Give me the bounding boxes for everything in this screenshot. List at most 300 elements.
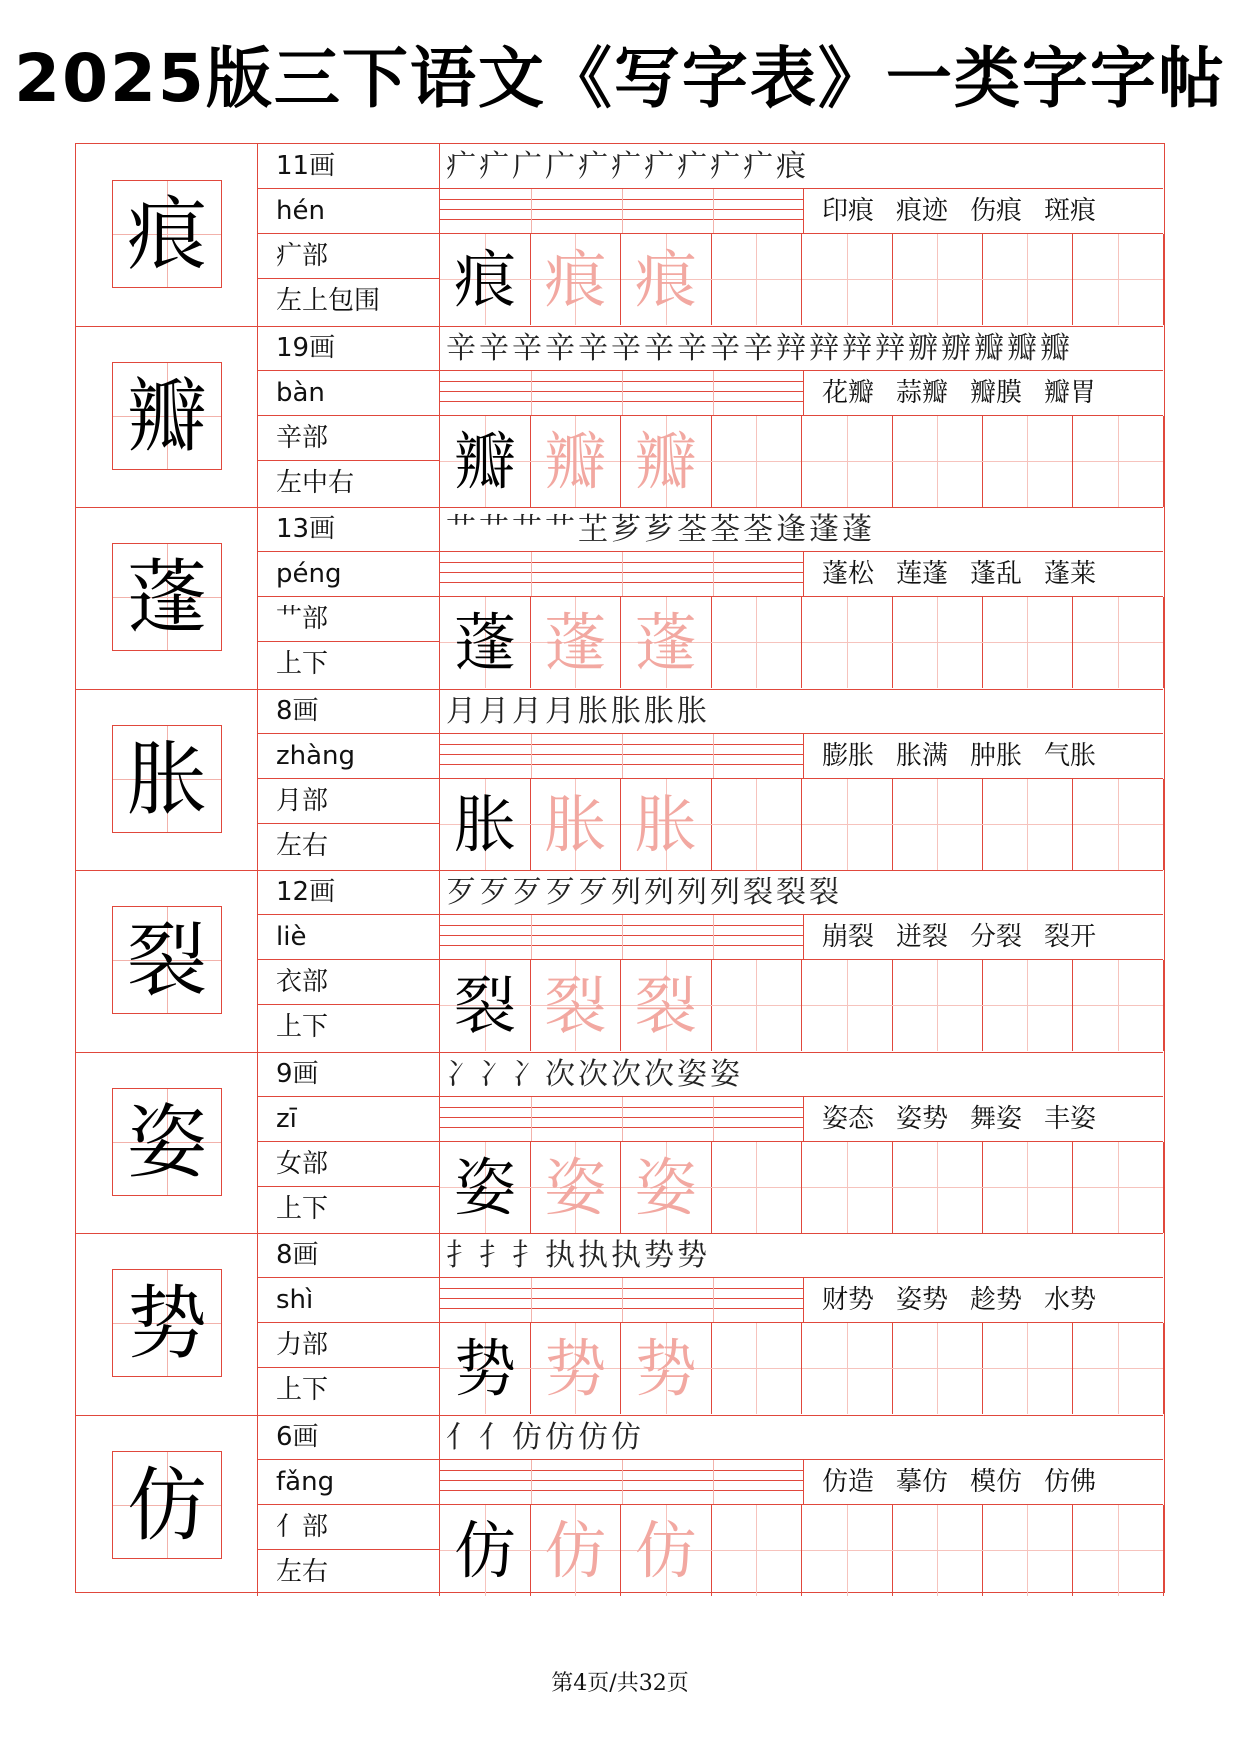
char-info-column bbox=[258, 507, 440, 689]
model-char: 仿 bbox=[453, 1513, 516, 1587]
page-title: 2025版三下语文《写字表》一类字字帖 bbox=[14, 40, 1226, 117]
model-char: 瓣 bbox=[453, 424, 516, 498]
line-divider bbox=[531, 189, 532, 233]
big-char-column bbox=[76, 507, 258, 689]
writing-cell[interactable] bbox=[711, 779, 802, 870]
writing-cell[interactable] bbox=[530, 1142, 621, 1233]
word: 姿势 bbox=[896, 1285, 949, 1315]
word: 伤痕 bbox=[970, 196, 1023, 226]
stroke-step: 胀 bbox=[578, 693, 611, 729]
pinyin: fǎng bbox=[258, 1460, 439, 1505]
pinyin: zhàng bbox=[258, 734, 439, 779]
radical: 力部 bbox=[258, 1323, 439, 1368]
word: 分裂 bbox=[970, 922, 1023, 952]
word: 摹仿 bbox=[896, 1466, 949, 1497]
writing-cell[interactable] bbox=[982, 416, 1073, 507]
word-list bbox=[804, 1097, 1163, 1141]
line-divider bbox=[713, 189, 714, 233]
pinyin-words-row bbox=[440, 1278, 1163, 1323]
word: 胀满 bbox=[896, 740, 949, 771]
writing-cell[interactable] bbox=[621, 779, 712, 870]
stroke-step: 仿 bbox=[512, 1419, 545, 1455]
stroke-step: 扌 bbox=[479, 1238, 512, 1273]
writing-cell[interactable] bbox=[892, 1505, 983, 1596]
word: 丰姿 bbox=[1044, 1103, 1097, 1134]
writing-grid-row bbox=[440, 1142, 1163, 1233]
writing-cell[interactable] bbox=[621, 1142, 712, 1233]
trace-char: 胀 bbox=[634, 787, 697, 861]
char-info-column bbox=[258, 1415, 440, 1597]
stroke-step: 歹 bbox=[578, 875, 611, 910]
stroke-step: 列 bbox=[611, 875, 644, 910]
trace-char: 瓣 bbox=[544, 424, 607, 498]
writing-cell[interactable] bbox=[892, 779, 983, 870]
writing-cell[interactable] bbox=[982, 960, 1073, 1051]
stroke-step: 扌 bbox=[512, 1238, 545, 1273]
model-char: 裂 bbox=[453, 969, 516, 1042]
stroke-step: 芗 bbox=[611, 512, 644, 547]
structure: 上下 bbox=[276, 1012, 329, 1042]
line-divider bbox=[622, 552, 623, 596]
stroke-step: 扌 bbox=[446, 1238, 479, 1273]
stroke-order-row bbox=[440, 1415, 1163, 1460]
writing-cell[interactable] bbox=[802, 1505, 893, 1596]
stroke-step: 辡 bbox=[809, 330, 842, 366]
stroke-step: 广 bbox=[545, 149, 578, 184]
stroke-step: 辛 bbox=[710, 330, 743, 366]
structure: 左上包围 bbox=[276, 286, 381, 316]
stroke-step: 瓣 bbox=[1040, 330, 1073, 366]
word: 裂开 bbox=[1044, 922, 1097, 952]
trace-char: 势 bbox=[634, 1332, 697, 1405]
stroke-count: 13画 bbox=[258, 507, 439, 552]
writing-cell[interactable] bbox=[802, 779, 893, 870]
writing-cell[interactable] bbox=[892, 1323, 983, 1414]
line-divider bbox=[531, 915, 532, 959]
practice-column bbox=[440, 870, 1163, 1052]
word: 姿势 bbox=[896, 1103, 949, 1134]
big-char-box bbox=[112, 362, 222, 470]
writing-cell[interactable] bbox=[802, 1323, 893, 1414]
writing-cell[interactable] bbox=[621, 1505, 712, 1596]
line-divider bbox=[713, 734, 714, 778]
stroke-count: 8画 bbox=[258, 1233, 439, 1278]
line-divider bbox=[622, 734, 623, 778]
trace-char: 痕 bbox=[634, 243, 697, 316]
radical: 辛部 bbox=[258, 416, 439, 461]
stroke-step: 疒 bbox=[644, 149, 677, 184]
line-divider bbox=[622, 189, 623, 233]
structure: 上下 bbox=[276, 649, 329, 679]
word: 斑痕 bbox=[1044, 196, 1097, 226]
word: 印痕 bbox=[822, 196, 875, 226]
stroke-order-row bbox=[440, 507, 1163, 552]
stroke-step: 歹 bbox=[512, 875, 545, 910]
line-divider bbox=[531, 734, 532, 778]
stroke-step: 辛 bbox=[512, 330, 545, 366]
trace-char: 胀 bbox=[544, 787, 607, 861]
stroke-step: 执 bbox=[611, 1238, 644, 1273]
stroke-step: 疒 bbox=[710, 149, 743, 184]
stroke-step: 艹 bbox=[446, 512, 479, 547]
writing-cell[interactable] bbox=[711, 234, 802, 325]
model-char: 痕 bbox=[453, 243, 516, 316]
writing-cell[interactable] bbox=[892, 416, 983, 507]
writing-cell[interactable] bbox=[530, 234, 621, 325]
big-char: 仿 bbox=[127, 1458, 207, 1552]
stroke-step: 裂 bbox=[809, 875, 842, 910]
writing-cell[interactable] bbox=[711, 960, 802, 1051]
trace-char: 势 bbox=[544, 1332, 607, 1405]
word: 崩裂 bbox=[822, 922, 875, 952]
model-char: 蓬 bbox=[453, 606, 516, 679]
stroke-step: 亻 bbox=[446, 1419, 479, 1455]
practice-column bbox=[440, 1052, 1163, 1234]
word: 财势 bbox=[822, 1285, 875, 1315]
writing-cell[interactable] bbox=[802, 597, 893, 688]
writing-cell[interactable] bbox=[530, 1323, 621, 1414]
big-char: 姿 bbox=[127, 1095, 207, 1189]
big-char-box bbox=[112, 180, 222, 288]
line-divider bbox=[622, 371, 623, 415]
writing-cell[interactable] bbox=[802, 960, 893, 1051]
stroke-step: 次 bbox=[611, 1056, 644, 1092]
pinyin-words-row bbox=[440, 915, 1163, 960]
writing-cell[interactable] bbox=[892, 234, 983, 325]
word: 肿胀 bbox=[970, 740, 1023, 771]
writing-cell[interactable] bbox=[530, 960, 621, 1051]
stroke-step: 歹 bbox=[446, 875, 479, 910]
writing-cell[interactable] bbox=[892, 1142, 983, 1233]
pinyin-writing-lines bbox=[440, 1278, 804, 1322]
stroke-step: 艹 bbox=[512, 512, 545, 547]
writing-cell[interactable] bbox=[1073, 1142, 1164, 1233]
word-list bbox=[804, 915, 1163, 959]
model-char: 姿 bbox=[453, 1150, 516, 1224]
pinyin-words-row bbox=[440, 371, 1163, 416]
stroke-step: 冫 bbox=[479, 1056, 512, 1092]
writing-cell[interactable] bbox=[802, 416, 893, 507]
stroke-step: 蓬 bbox=[842, 512, 875, 547]
char-info-column bbox=[258, 1233, 440, 1415]
writing-cell[interactable] bbox=[1073, 416, 1164, 507]
stroke-step: 月 bbox=[479, 693, 512, 729]
character-block bbox=[76, 144, 1163, 326]
stroke-order-row bbox=[440, 689, 1163, 734]
pinyin-writing-lines bbox=[440, 734, 804, 778]
big-char-column bbox=[76, 1233, 258, 1415]
stroke-count: 11画 bbox=[258, 144, 439, 189]
word: 蒜瓣 bbox=[896, 377, 949, 408]
word-list bbox=[804, 1278, 1163, 1322]
big-char-column bbox=[76, 144, 258, 326]
stroke-step: 月 bbox=[512, 693, 545, 729]
word: 蓬莱 bbox=[1044, 559, 1097, 589]
char-info-column bbox=[258, 144, 440, 326]
stroke-step: 列 bbox=[644, 875, 677, 910]
line-divider bbox=[531, 1278, 532, 1322]
stroke-step: 列 bbox=[677, 875, 710, 910]
line-divider bbox=[622, 915, 623, 959]
stroke-step: 疒 bbox=[611, 149, 644, 184]
big-char-box bbox=[112, 725, 222, 833]
stroke-step: 艹 bbox=[545, 512, 578, 547]
stroke-count: 6画 bbox=[258, 1415, 439, 1460]
writing-cell[interactable] bbox=[1073, 597, 1164, 688]
writing-cell[interactable] bbox=[1073, 960, 1164, 1051]
writing-cell[interactable] bbox=[982, 234, 1073, 325]
char-info-column bbox=[258, 870, 440, 1052]
pinyin-writing-lines bbox=[440, 915, 804, 959]
character-block bbox=[76, 1415, 1163, 1597]
page-footer: 第4页/共32页 bbox=[551, 1671, 689, 1696]
word: 痕迹 bbox=[896, 196, 949, 226]
stroke-step: 疒 bbox=[479, 149, 512, 184]
stroke-step: 辛 bbox=[578, 330, 611, 366]
line-divider bbox=[713, 1097, 714, 1141]
practice-sheet bbox=[75, 143, 1165, 1593]
stroke-step: 次 bbox=[578, 1056, 611, 1092]
stroke-step: 辡 bbox=[875, 330, 908, 366]
big-char: 势 bbox=[127, 1277, 207, 1370]
structure: 左右 bbox=[276, 1556, 329, 1587]
stroke-step: 瓣 bbox=[974, 330, 1007, 366]
stroke-step: 裂 bbox=[743, 875, 776, 910]
big-char: 蓬 bbox=[127, 551, 207, 644]
stroke-step: 次 bbox=[644, 1056, 677, 1092]
pinyin: bàn bbox=[258, 371, 439, 416]
structure: 上下 bbox=[276, 1375, 329, 1405]
line-divider bbox=[713, 371, 714, 415]
stroke-step: 仿 bbox=[611, 1419, 644, 1455]
character-block bbox=[76, 1052, 1163, 1234]
line-divider bbox=[622, 1278, 623, 1322]
stroke-step: 姿 bbox=[677, 1056, 710, 1092]
stroke-step: 冫 bbox=[446, 1056, 479, 1092]
writing-cell[interactable] bbox=[530, 416, 621, 507]
char-info-column bbox=[258, 689, 440, 871]
stroke-step: 瓣 bbox=[1007, 330, 1040, 366]
line-divider bbox=[531, 371, 532, 415]
writing-cell[interactable] bbox=[892, 960, 983, 1051]
word: 水势 bbox=[1044, 1285, 1097, 1315]
word: 迸裂 bbox=[896, 922, 949, 952]
writing-cell[interactable] bbox=[802, 234, 893, 325]
trace-char: 蓬 bbox=[634, 606, 697, 679]
word: 趁势 bbox=[970, 1285, 1023, 1315]
stroke-step: 胀 bbox=[611, 693, 644, 729]
stroke-order-row bbox=[440, 870, 1163, 915]
pinyin: liè bbox=[258, 915, 439, 960]
writing-cell[interactable] bbox=[621, 234, 712, 325]
writing-cell[interactable] bbox=[440, 416, 531, 507]
stroke-step: 仿 bbox=[545, 1419, 578, 1455]
writing-cell[interactable] bbox=[440, 960, 531, 1051]
writing-cell[interactable] bbox=[711, 1142, 802, 1233]
writing-cell[interactable] bbox=[982, 597, 1073, 688]
stroke-step: 裂 bbox=[776, 875, 809, 910]
big-char-column bbox=[76, 870, 258, 1052]
trace-char: 姿 bbox=[634, 1150, 697, 1224]
stroke-step: 痕 bbox=[776, 149, 809, 184]
stroke-step: 辛 bbox=[545, 330, 578, 366]
stroke-step: 姿 bbox=[710, 1056, 743, 1092]
radical: 艹部 bbox=[258, 597, 439, 642]
stroke-step: 胀 bbox=[677, 693, 710, 729]
line-divider bbox=[713, 552, 714, 596]
stroke-step: 疒 bbox=[677, 149, 710, 184]
stroke-step: 荃 bbox=[710, 512, 743, 547]
writing-grid-row bbox=[440, 416, 1163, 507]
stroke-count: 9画 bbox=[258, 1052, 439, 1097]
trace-char: 瓣 bbox=[634, 424, 697, 498]
model-char: 势 bbox=[453, 1332, 516, 1405]
big-char: 胀 bbox=[127, 732, 207, 826]
pinyin-words-row bbox=[440, 734, 1163, 779]
character-block bbox=[76, 1233, 1163, 1415]
word: 瓣胃 bbox=[1044, 377, 1097, 408]
writing-cell[interactable] bbox=[1073, 1323, 1164, 1414]
stroke-step: 疒 bbox=[743, 149, 776, 184]
stroke-order-row bbox=[440, 144, 1163, 189]
writing-cell[interactable] bbox=[892, 597, 983, 688]
line-divider bbox=[531, 552, 532, 596]
radical: 月部 bbox=[258, 779, 439, 824]
stroke-step: 辛 bbox=[611, 330, 644, 366]
word-list bbox=[804, 1460, 1163, 1504]
big-char-box bbox=[112, 543, 222, 651]
stroke-step: 执 bbox=[578, 1238, 611, 1273]
word: 仿造 bbox=[822, 1466, 875, 1497]
character-block bbox=[76, 689, 1163, 871]
stroke-order-row bbox=[440, 326, 1163, 371]
writing-grid-row bbox=[440, 779, 1163, 870]
writing-cell[interactable] bbox=[440, 1323, 531, 1414]
writing-cell[interactable] bbox=[1073, 234, 1164, 325]
word-list bbox=[804, 189, 1163, 233]
writing-cell[interactable] bbox=[440, 1142, 531, 1233]
stroke-step: 辛 bbox=[644, 330, 677, 366]
writing-cell[interactable] bbox=[530, 779, 621, 870]
stroke-count: 12画 bbox=[258, 870, 439, 915]
stroke-step: 辧 bbox=[908, 330, 941, 366]
big-char-column bbox=[76, 689, 258, 871]
writing-cell[interactable] bbox=[982, 1323, 1073, 1414]
stroke-step: 月 bbox=[545, 693, 578, 729]
writing-cell[interactable] bbox=[1073, 1505, 1164, 1596]
stroke-step: 胀 bbox=[644, 693, 677, 729]
writing-cell[interactable] bbox=[711, 1323, 802, 1414]
stroke-step: 辛 bbox=[743, 330, 776, 366]
pinyin-words-row bbox=[440, 189, 1163, 234]
writing-cell[interactable] bbox=[982, 779, 1073, 870]
character-block bbox=[76, 870, 1163, 1052]
stroke-step: 执 bbox=[545, 1238, 578, 1273]
trace-char: 裂 bbox=[634, 969, 697, 1042]
pinyin-words-row bbox=[440, 552, 1163, 597]
stroke-step: 歹 bbox=[545, 875, 578, 910]
word: 仿佛 bbox=[1044, 1466, 1097, 1497]
word: 蓬松 bbox=[822, 559, 875, 589]
writing-cell[interactable] bbox=[440, 1505, 531, 1596]
trace-char: 仿 bbox=[634, 1513, 697, 1587]
structure: 上下 bbox=[276, 1193, 329, 1224]
line-divider bbox=[622, 1097, 623, 1141]
writing-cell[interactable] bbox=[621, 416, 712, 507]
big-char-column bbox=[76, 326, 258, 508]
writing-cell[interactable] bbox=[711, 416, 802, 507]
stroke-step: 逢 bbox=[776, 512, 809, 547]
pinyin-words-row bbox=[440, 1460, 1163, 1505]
stroke-step: 疒 bbox=[446, 149, 479, 184]
trace-char: 仿 bbox=[544, 1513, 607, 1587]
practice-column bbox=[440, 689, 1163, 871]
writing-cell[interactable] bbox=[711, 1505, 802, 1596]
radical: 女部 bbox=[258, 1142, 439, 1187]
writing-grid-row bbox=[440, 234, 1163, 325]
stroke-step: 蓬 bbox=[809, 512, 842, 547]
writing-cell[interactable] bbox=[711, 597, 802, 688]
word: 姿态 bbox=[822, 1103, 875, 1134]
line-divider bbox=[531, 1097, 532, 1141]
writing-cell[interactable] bbox=[621, 960, 712, 1051]
stroke-step: 辛 bbox=[677, 330, 710, 366]
writing-cell[interactable] bbox=[440, 234, 531, 325]
trace-char: 姿 bbox=[544, 1150, 607, 1224]
char-info-column bbox=[258, 326, 440, 508]
big-char: 裂 bbox=[127, 914, 207, 1007]
stroke-order-row bbox=[440, 1233, 1163, 1278]
writing-cell[interactable] bbox=[982, 1142, 1073, 1233]
writing-cell[interactable] bbox=[530, 597, 621, 688]
writing-cell[interactable] bbox=[982, 1505, 1073, 1596]
trace-char: 裂 bbox=[544, 969, 607, 1042]
writing-cell[interactable] bbox=[802, 1142, 893, 1233]
writing-cell[interactable] bbox=[621, 1323, 712, 1414]
character-block bbox=[76, 326, 1163, 508]
writing-cell[interactable] bbox=[440, 597, 531, 688]
writing-cell[interactable] bbox=[530, 1505, 621, 1596]
line-divider bbox=[531, 1460, 532, 1504]
writing-cell[interactable] bbox=[1073, 779, 1164, 870]
pinyin-writing-lines bbox=[440, 371, 804, 415]
char-info-column bbox=[258, 1052, 440, 1234]
stroke-step: 荃 bbox=[677, 512, 710, 547]
stroke-step: 辧 bbox=[941, 330, 974, 366]
word: 花瓣 bbox=[822, 377, 875, 408]
writing-cell[interactable] bbox=[440, 779, 531, 870]
pinyin-writing-lines bbox=[440, 552, 804, 596]
stroke-step: 冫 bbox=[512, 1056, 545, 1092]
stroke-step: 芏 bbox=[578, 512, 611, 547]
writing-grid-row bbox=[440, 960, 1163, 1051]
writing-grid-row bbox=[440, 1323, 1163, 1414]
stroke-step: 广 bbox=[512, 149, 545, 184]
big-char-box bbox=[112, 1451, 222, 1559]
stroke-count: 8画 bbox=[258, 689, 439, 734]
practice-column bbox=[440, 1415, 1163, 1597]
word-list bbox=[804, 371, 1163, 415]
radical: 亻部 bbox=[258, 1505, 439, 1550]
stroke-step: 辛 bbox=[479, 330, 512, 366]
word: 蓬乱 bbox=[970, 559, 1023, 589]
writing-cell[interactable] bbox=[621, 597, 712, 688]
word: 模仿 bbox=[970, 1466, 1023, 1497]
stroke-step: 列 bbox=[710, 875, 743, 910]
practice-column bbox=[440, 144, 1163, 326]
word-list bbox=[804, 734, 1163, 778]
writing-grid-row bbox=[440, 1505, 1163, 1596]
